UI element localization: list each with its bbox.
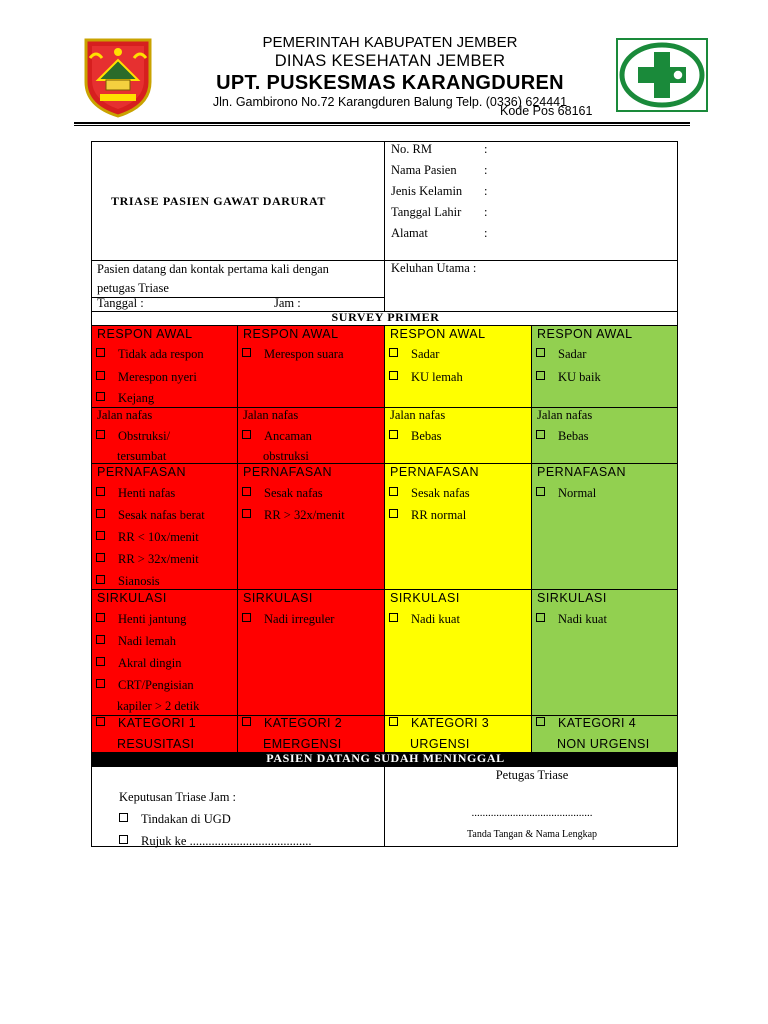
c3-kategori-cell[interactable] [384, 715, 532, 753]
c3-jalan-item-1[interactable]: Bebas [389, 429, 442, 444]
header-line-pemerintah: PEMERINTAH KABUPATEN JEMBER [262, 34, 518, 51]
c4-respon-cell [531, 325, 678, 408]
c1-sirk-item-3[interactable]: Akral dingin [96, 656, 182, 671]
signature-caption: Tanda Tangan & Nama Lengkap [466, 829, 598, 840]
signature-line[interactable]: ............................................ [471, 807, 593, 819]
c1-respon-item-3[interactable]: Kejang [96, 391, 154, 406]
c4-jalan-item-1[interactable]: Bebas [536, 429, 589, 444]
checkbox-icon [536, 717, 545, 726]
header-address: Jln. Gambirono No.72 Karangduren Balung Telp. (0336) 624441 [212, 95, 568, 109]
field-alamat-sep: : [484, 226, 488, 240]
c1-napas-item-1[interactable]: Henti nafas [96, 486, 175, 501]
checkbox-icon [536, 613, 545, 622]
checkbox-icon [96, 531, 105, 540]
field-no-rm-sep: : [484, 142, 488, 156]
c4-sirk-cell [531, 589, 678, 716]
c2-sirk-cell [237, 589, 385, 716]
c3-respon-item-1[interactable]: Sadar [389, 347, 439, 362]
checkbox-icon [96, 430, 105, 439]
tanggal-label: Tanggal : [97, 296, 144, 310]
puskesmas-logo-icon [616, 38, 708, 112]
c1-jalan-title: Jalan nafas [97, 408, 153, 422]
c1-sirk-title: SIRKULASI [97, 591, 167, 605]
field-jenis-kelamin-sep: : [484, 184, 488, 198]
survey-primer-header [91, 311, 678, 326]
c3-sirk-item-1[interactable]: Nadi kuat [389, 612, 460, 627]
c1-napas-cell [91, 463, 238, 590]
checkbox-icon [389, 430, 398, 439]
checkbox-icon [119, 835, 128, 844]
c2-napas-cell [237, 463, 385, 590]
c1-respon-title: RESPON AWAL [97, 327, 193, 341]
c2-respon-title: RESPON AWAL [243, 327, 339, 341]
survey-primer-title: SURVEY PRIMER [331, 310, 440, 324]
checkbox-icon [96, 635, 105, 644]
c3-napas-title: PERNAFASAN [390, 465, 480, 479]
c3-respon-title: RESPON AWAL [390, 327, 486, 341]
c2-jalan-cell [237, 407, 385, 464]
checkbox-icon [96, 348, 105, 357]
c1-sirk-item-2[interactable]: Nadi lemah [96, 634, 176, 649]
checkbox-icon [242, 430, 251, 439]
c1-jalan-item-1[interactable]: Obstruksi/ [96, 429, 170, 444]
checkbox-icon [119, 813, 128, 822]
c1-respon-item-2[interactable]: Merespon nyeri [96, 370, 197, 385]
c1-jalan-item-1-cont: tersumbat [117, 449, 167, 463]
c4-jalan-title: Jalan nafas [537, 408, 593, 422]
header-divider [74, 122, 690, 126]
c1-respon-item-1[interactable]: Tidak ada respon [96, 347, 204, 362]
c2-napas-title: PERNAFASAN [243, 465, 333, 479]
c2-respon-item-1[interactable]: Merespon suara [242, 347, 344, 362]
c4-kategori-line2: NON URGENSI [557, 737, 650, 751]
c4-sirk-title: SIRKULASI [537, 591, 607, 605]
checkbox-icon [242, 613, 251, 622]
c1-kategori-line2: RESUSITASI [117, 737, 195, 751]
arrival-cell [91, 260, 385, 298]
keputusan-cell [91, 766, 385, 847]
field-alamat-label: Alamat [391, 226, 428, 240]
checkbox-icon [96, 487, 105, 496]
triage-form [91, 141, 678, 847]
checkbox-icon [96, 657, 105, 666]
keluhan-cell [384, 260, 678, 312]
c3-kategori-line1[interactable]: KATEGORI 3 [389, 716, 489, 730]
tindakan-ugd-option[interactable]: Tindakan di UGD [119, 812, 231, 827]
c1-kategori-line1[interactable]: KATEGORI 1 [96, 716, 196, 730]
header-line-puskesmas: UPT. PUSKESMAS KARANGDUREN [216, 72, 564, 94]
checkbox-icon [242, 717, 251, 726]
c2-kategori-line1[interactable]: KATEGORI 2 [242, 716, 342, 730]
keputusan-label: Keputusan Triase Jam : [119, 790, 237, 804]
c4-respon-item-2[interactable]: KU baik [536, 370, 601, 385]
c1-jalan-cell [91, 407, 238, 464]
c2-kategori-cell[interactable] [237, 715, 385, 753]
form-title-cell [91, 141, 385, 261]
jam-label: Jam : [274, 296, 301, 310]
field-tanggal-lahir-sep: : [484, 205, 488, 219]
letterhead [0, 0, 768, 130]
checkbox-icon [96, 553, 105, 562]
c1-sirk-item-4-cont: kapiler > 2 detik [117, 699, 200, 713]
kabupaten-jember-emblem-icon [80, 36, 156, 118]
meninggal-bar[interactable] [91, 752, 678, 767]
c1-napas-title: PERNAFASAN [97, 465, 187, 479]
checkbox-icon [389, 371, 398, 380]
checkbox-icon [536, 371, 545, 380]
field-tanggal-lahir-label: Tanggal Lahir [391, 205, 462, 219]
c3-kategori-line2: URGENSI [410, 737, 470, 751]
c2-jalan-item-1-cont: obstruksi [263, 449, 309, 463]
c3-napas-item-2[interactable]: RR normal [389, 508, 466, 523]
field-jenis-kelamin-label: Jenis Kelamin [391, 184, 463, 198]
c3-sirk-title: SIRKULASI [390, 591, 460, 605]
header-postcode: Kode Pos 68161 [500, 104, 593, 118]
c1-napas-item-4[interactable]: RR > 32x/menit [96, 552, 199, 567]
c4-sirk-item-1[interactable]: Nadi kuat [536, 612, 607, 627]
c2-jalan-item-1[interactable]: Ancaman [242, 429, 312, 444]
c4-napas-cell [531, 463, 678, 590]
c2-sirk-title: SIRKULASI [243, 591, 313, 605]
c4-respon-item-1[interactable]: Sadar [536, 347, 586, 362]
checkbox-icon [536, 348, 545, 357]
checkbox-icon [389, 509, 398, 518]
c4-respon-title: RESPON AWAL [537, 327, 633, 341]
c4-jalan-cell [531, 407, 678, 464]
c2-napas-item-2[interactable]: RR > 32x/menit [242, 508, 345, 523]
petugas-label: Petugas Triase [495, 768, 569, 782]
field-nama-label: Nama Pasien [391, 163, 457, 177]
c3-napas-cell [384, 463, 532, 590]
checkbox-icon [242, 509, 251, 518]
c3-respon-cell [384, 325, 532, 408]
checkbox-icon [389, 487, 398, 496]
c4-napas-title: PERNAFASAN [537, 465, 627, 479]
c2-jalan-title: Jalan nafas [243, 408, 299, 422]
c1-sirk-cell [91, 589, 238, 716]
c3-respon-item-2[interactable]: KU lemah [389, 370, 463, 385]
keluhan-label: Keluhan Utama : [391, 261, 477, 275]
checkbox-icon [96, 509, 105, 518]
checkbox-icon [536, 487, 545, 496]
c1-kategori-cell[interactable] [91, 715, 238, 753]
c3-sirk-cell [384, 589, 532, 716]
arrival-text-line2: petugas Triase [97, 281, 169, 295]
c2-respon-cell [237, 325, 385, 408]
c4-napas-item-1[interactable]: Normal [536, 486, 596, 501]
c2-sirk-item-1[interactable]: Nadi irreguler [242, 612, 334, 627]
c1-sirk-item-1[interactable]: Henti jantung [96, 612, 186, 627]
c2-napas-item-1[interactable]: Sesak nafas [242, 486, 323, 501]
checkbox-icon [389, 613, 398, 622]
checkbox-icon [96, 575, 105, 584]
checkbox-icon [242, 487, 251, 496]
c1-napas-item-3[interactable]: RR < 10x/menit [96, 530, 199, 545]
c1-napas-item-2[interactable]: Sesak nafas berat [96, 508, 205, 523]
c1-sirk-item-4[interactable]: CRT/Pengisian [96, 678, 194, 693]
c4-kategori-cell[interactable] [531, 715, 678, 753]
checkbox-icon [389, 717, 398, 726]
c3-jalan-cell [384, 407, 532, 464]
checkbox-icon [242, 348, 251, 357]
checkbox-icon [536, 430, 545, 439]
checkbox-icon [96, 613, 105, 622]
meninggal-label: PASIEN DATANG SUDAH MENINGGAL [266, 751, 505, 765]
checkbox-icon [96, 717, 105, 726]
form-title: TRIASE PASIEN GAWAT DARURAT [111, 194, 327, 208]
c1-respon-cell [91, 325, 238, 408]
petugas-cell [384, 766, 678, 847]
c2-kategori-line2: EMERGENSI [263, 737, 342, 751]
field-no-rm-label: No. RM [391, 142, 432, 156]
rujuk-option[interactable]: Rujuk ke ....................................... [119, 834, 311, 849]
checkbox-icon [96, 392, 105, 401]
checkbox-icon [389, 348, 398, 357]
c4-kategori-line1[interactable]: KATEGORI 4 [536, 716, 636, 730]
header-line-dinas: DINAS KESEHATAN JEMBER [274, 52, 506, 70]
arrival-text-line1: Pasien datang dan kontak pertama kali dengan [97, 262, 329, 276]
c3-napas-item-1[interactable]: Sesak nafas [389, 486, 470, 501]
patient-info-cell [384, 141, 678, 261]
c3-jalan-title: Jalan nafas [390, 408, 446, 422]
field-nama-sep: : [484, 163, 488, 177]
checkbox-icon [96, 679, 105, 688]
c1-napas-item-5[interactable]: Sianosis [96, 574, 160, 589]
checkbox-icon [96, 371, 105, 380]
